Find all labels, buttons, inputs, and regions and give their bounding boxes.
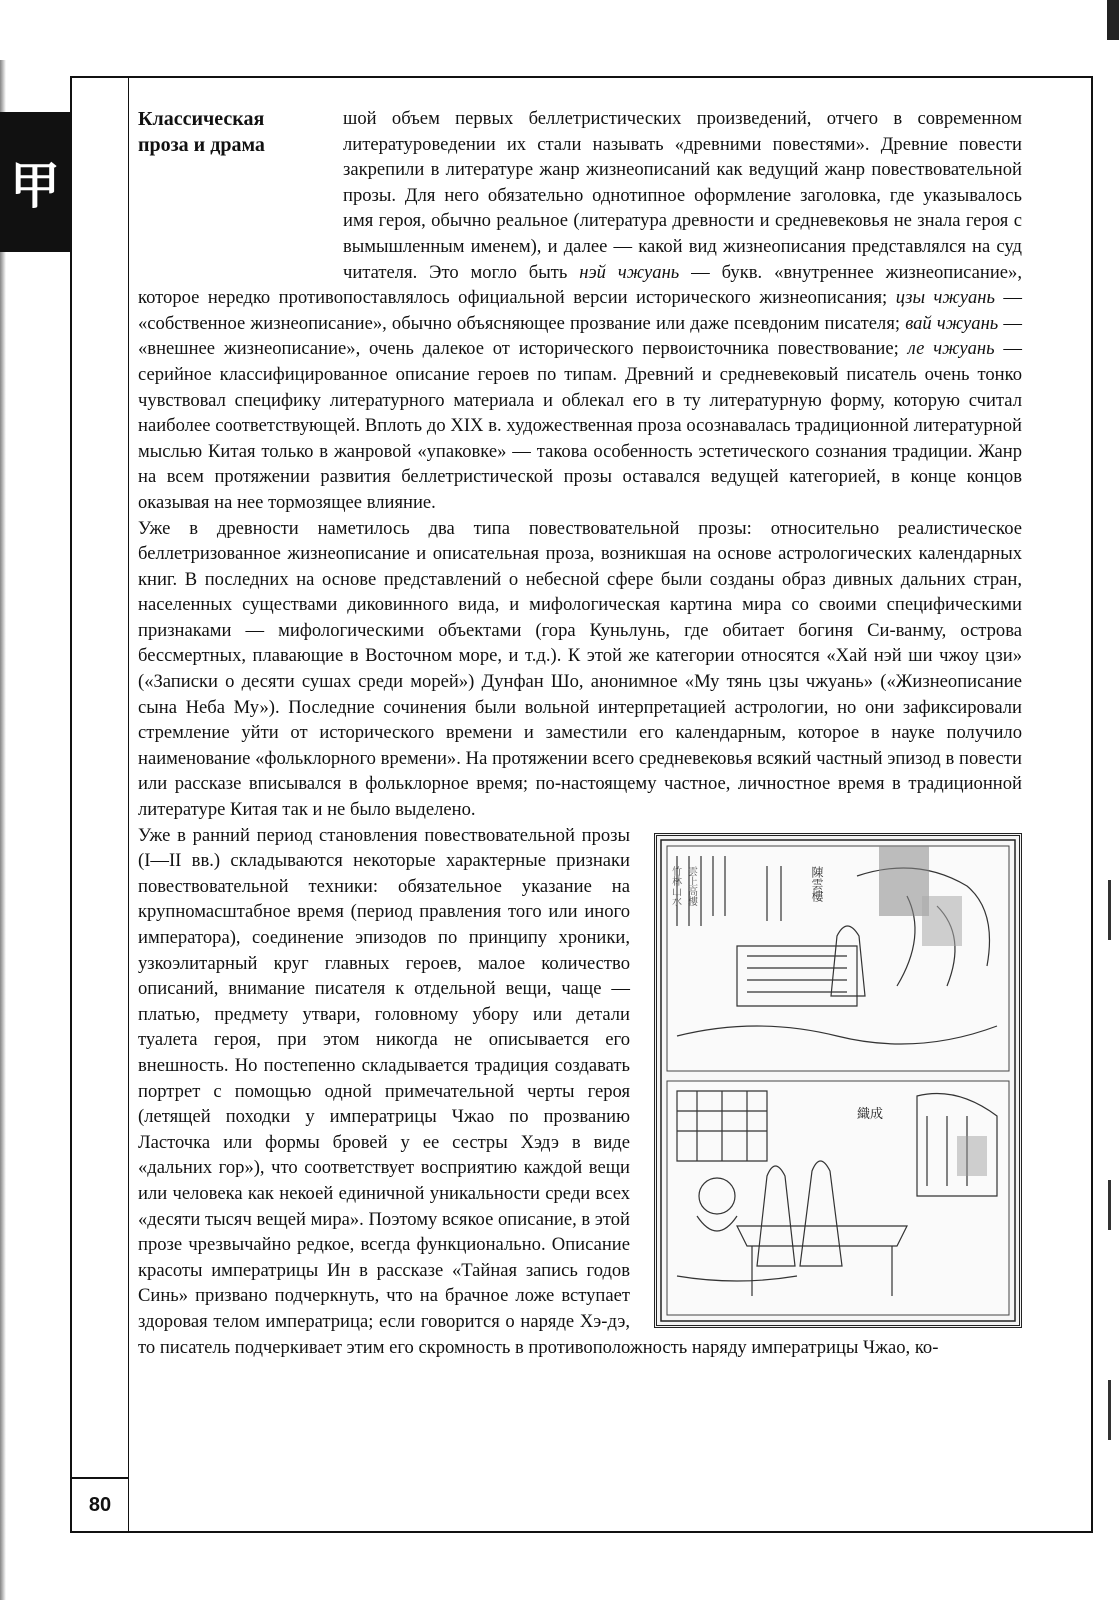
text-run: — «внешнее жизнеописание», очень далекое от исторического первоисточника повествование; — [138, 312, 1022, 360]
woodblock-illustration-image — [657, 836, 1019, 1325]
paragraph-3: Уже в ранний период становления повествовательной прозы (I—II вв.) складываются некоторые характерные признаки повествовательной техники: обязательное указание на крупномасштабное время (период правления того или иного императора), соединение эпизодов по принципу хроники, узкоэлитарный круг главных героев, малое количество описаний, внимание писателя к отдельной вещи, чаще — платью, предмету утвари, головному убору или детали туалета героя, при этом никогда не описывается его внешность. Но постепенно складывается традиция создавать портрет с помощью одной примечательной черты героя (летящей походки у императрицы Чжао по прозванию Ласточка или формы бровей у ее сестры Хэдэ в виде «дальних гор»), что соответствует восприятию каждой вещи или человека как некоей единичной уникальности среди всех «десяти тысяч вещей мира». Поэтому всякое описание, в этой прозе чрезвычайно редкое, всегда функционально. Описание красоты императрицы Ин в рассказе «Тайная запись годов Синь» призвано подчеркнуть, что на брачное ложе вступает здоровая телом императрица; если говорится о наряде Хэ-дэ, то писатель подчеркивает этим его скромность в противоположность наряду императрицы Чжао, ко- — [138, 824, 939, 1358]
heading-line-2: проза и драма — [138, 134, 265, 156]
text-run: — серийное классифицированное описание героев по типам. Древний и средневековый писатель очень тонко чувствовал специфику литературного материала и облекал его в ту литературную форму, которую считал наиболее соответствующей. Вплоть до XIX в. художественная проза осознавалась традиционной литературной мыслью Китая только в жанровой «упаковке» — такова особенность эстетического сознания традиции. Жанр на всем протяжении развития беллетристической прозы оставался ведущей категорией, в конце концов оказывая на нее тормозящее влияние. — [138, 338, 1022, 513]
text-run: — «собственное жизнеописание», обычно объясняющее прозвание или даже псевдоним писателя; — [138, 287, 1022, 334]
italic-term: ле чжуань — [907, 338, 995, 360]
text-run: шой объем первых беллетристических произведений, отчего в современном литературоведении их стали называть «древними повестями». Древние повести закрепили в литературе жанр жизнеописаний как ведущий жанр повествовательной прозы. Для него обязательно однотипное оформление заголовка, где указывалось имя героя, обычно реальное (литература древности и средневековья не знала героя с вымышленным именем), и далее — какой вид жизнеописания представлялся на суд читателя. Это могло быть — [343, 108, 1022, 283]
page-number: 80 — [72, 1477, 128, 1531]
margin-rule — [128, 78, 129, 1531]
chapter-tab-glyph: 甲 — [0, 112, 70, 252]
scan-edge-left — [0, 60, 6, 1600]
main-text — [138, 106, 1022, 1360]
scan-mark — [1108, 1380, 1111, 1440]
heading-line-1: Классическая — [138, 108, 265, 130]
italic-term: цзы чжуань — [895, 287, 995, 309]
scan-mark — [1108, 1180, 1111, 1230]
illustration-caption-top: 陳雲樓 — [810, 865, 824, 902]
illustration — [654, 833, 1022, 1328]
scan-edge-right — [1107, 0, 1119, 40]
italic-term: вай чжуань — [905, 312, 999, 334]
svg-text:雲上高樓: 雲上高樓 — [685, 865, 697, 906]
section-heading — [138, 106, 343, 260]
scan-mark — [1108, 880, 1111, 940]
page-frame — [70, 76, 1093, 1533]
svg-text:竹林山水: 竹林山水 — [669, 865, 681, 906]
paragraph-2: Уже в древности наметилось два типа повествовательной прозы: относительно реалистическое беллетризованное жизнеописание и описательная проза, возникшая на основе астрологических календарных книг. В последних на основе представлений о небесной сфере были созданы образ дивных дальних стран, населенных существами диковинного вида, и мифологическая картина мира со своими специфическими признаками — мифологическими объектами (гора Куньлунь, где обитает богиня Си-ванму, острова бессмертных, плавающие в Восточном море, и т.д.). К этой же категории относятся «Хай нэй ши чжоу цзи» («Записки о десяти сушах среди морей») Дунфан Шо, анонимное «Му тянь цзы чжуань» («Жизнеописание сына Неба Му»). Последние сочинения были вольной интерпретацией астрологии, но они зафиксировали стремление уйти от исторического времени и заместили его календарным, которое в науке получило наименование «фольклорного времени». На протяжении всего средневековья всякий частный эпизод в повести или рассказе вписывался в фольклорное время; по-настоящему частное, личностное время в традиционной литературе Китая так и не было выделено. — [138, 517, 1022, 821]
text-run: — букв. «внутреннее жизнеописание», которое нередко противопоставлялось официальной версии исторического жизнеописания; — [138, 261, 1022, 309]
illustration-caption-mid: 織成 — [857, 1106, 884, 1122]
italic-term: нэй чжуань — [579, 261, 680, 283]
